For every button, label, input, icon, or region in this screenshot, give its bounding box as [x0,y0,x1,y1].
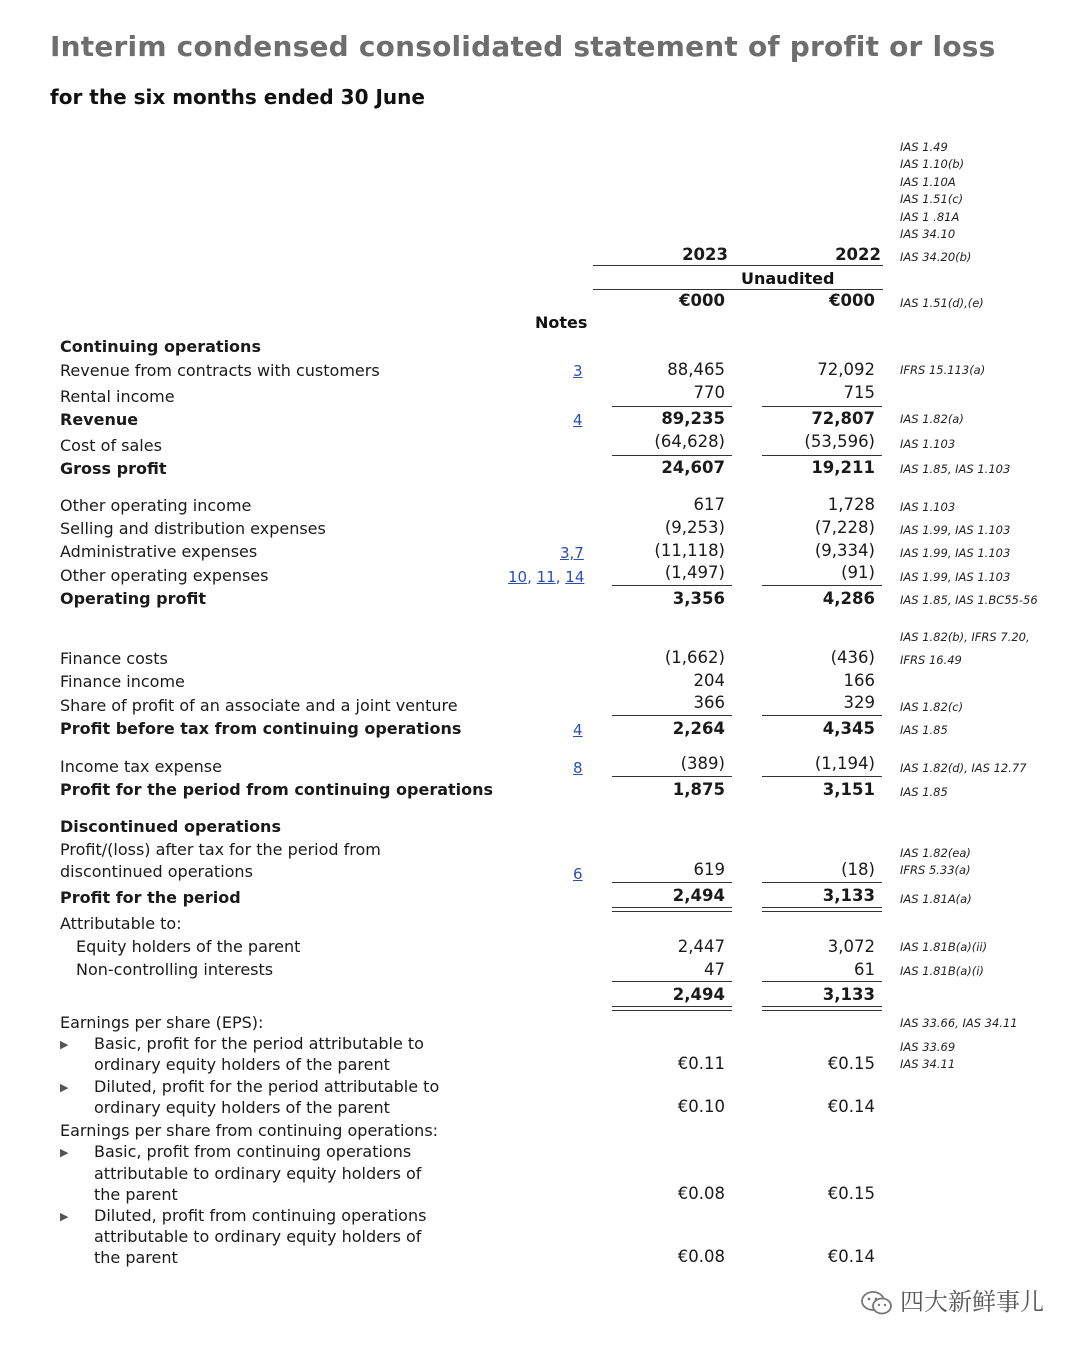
value-2023: 366 [693,693,725,712]
value-2023: 89,235 [661,409,725,428]
row-label: Profit/(loss) after tax for the period from [60,840,381,859]
value-2023: 619 [693,860,725,879]
ias-ref: IAS 1.51(d),(e) [900,296,984,310]
value-2023: (64,628) [654,432,725,451]
value-2022: (53,596) [804,432,875,451]
year-2022-header: 2022 [835,245,881,264]
bullet-arrow-icon: ▶ [60,1146,69,1159]
bullet-arrow-icon: ▶ [60,1210,69,1223]
value-2023: (1,497) [664,563,725,582]
ias-ref: IAS 34.11 [900,1057,956,1071]
row-label: Finance costs [60,649,168,668]
value-2022: 3,151 [822,780,875,799]
row-label: the parent [94,1248,178,1267]
subtotal-rule [762,981,882,982]
row-label: Finance income [60,672,185,691]
watermark-text: 四大新鲜事儿 [900,1288,1044,1316]
year-2023-header: 2023 [682,245,728,264]
row-label: Basic, profit from continuing operations [94,1142,412,1161]
row-label: Income tax expense [60,757,222,776]
value-2023: €0.08 [677,1247,725,1266]
value-2023: 2,264 [672,719,725,738]
value-2023: 24,607 [661,458,725,477]
row-label: Non-controlling interests [76,960,274,979]
subtotal-rule [612,715,732,716]
subtotal-rule [612,981,732,982]
row-label: Attributable to: [60,914,182,933]
header-rule [593,265,883,266]
ias-ref: IFRS 16.49 [900,653,962,667]
note-link[interactable]: 6 [573,865,583,883]
subtotal-rule [762,882,882,883]
row-label: Other operating expenses [60,566,269,585]
row-label: Cost of sales [60,436,162,455]
row-label: ordinary equity holders of the parent [94,1055,390,1074]
ias-ref: IAS 33.69 [900,1040,956,1054]
value-2023: (1,662) [664,648,725,667]
value-2022: 715 [843,383,875,402]
value-2023: €0.08 [677,1184,725,1203]
value-2023: 3,356 [672,589,725,608]
ias-ref: IAS 1.51(c) [900,192,964,206]
row-label: Share of profit of an associate and a joint venture [60,696,458,715]
subtotal-rule [762,715,882,716]
row-label: Equity holders of the parent [76,937,301,956]
watermark [860,1282,1044,1317]
value-2022: 329 [843,693,875,712]
subtotal-rule [762,585,882,586]
value-2022: 72,092 [817,360,875,379]
value-2023: €0.11 [677,1054,725,1073]
ias-ref: IAS 1.103 [900,437,956,451]
ias-ref: IAS 1.99, IAS 1.103 [900,570,1011,584]
bullet-arrow-icon: ▶ [60,1081,69,1094]
wechat-icon [860,1290,894,1316]
ias-ref: IAS 1.85 [900,785,948,799]
ias-ref: IAS 34.20(b) [900,250,972,264]
value-2022: (18) [841,860,875,879]
row-label: Gross profit [60,459,167,478]
value-2023: 204 [693,671,725,690]
value-2022: (91) [841,563,875,582]
row-label: Profit for the period [60,888,241,907]
value-2023: (11,118) [654,541,725,560]
ias-ref: IAS 1.10A [900,175,956,189]
value-2022: 4,345 [822,719,875,738]
row-label: Diluted, profit for the period attributable to [94,1077,440,1096]
value-2023: 2,447 [677,937,725,956]
row-label: the parent [94,1185,178,1204]
value-2023: 2,494 [672,886,725,905]
note-link[interactable]: 3 [573,362,583,380]
value-2022: 72,807 [811,409,875,428]
ias-ref: IFRS 15.113(a) [900,363,986,377]
value-2022: €0.14 [827,1097,875,1116]
row-label: Earnings per share (EPS): [60,1013,264,1032]
section-heading: Discontinued operations [60,817,281,836]
row-label: Profit for the period from continuing operations [60,780,494,799]
value-2022: (7,228) [814,518,875,537]
row-label: attributable to ordinary equity holders of [94,1164,422,1183]
total-double-rule [762,1006,882,1011]
row-label: Operating profit [60,589,206,608]
value-2023: 88,465 [667,360,725,379]
value-2023: (389) [680,754,725,773]
subtotal-rule [762,776,882,777]
row-label: ordinary equity holders of the parent [94,1098,390,1117]
ias-ref: IFRS 5.33(a) [900,863,971,877]
value-2022: (9,334) [814,541,875,560]
value-2023: 47 [704,960,725,979]
subtotal-rule [612,455,732,456]
value-2023: €0.10 [677,1097,725,1116]
unaudited-header: Unaudited [741,269,835,288]
total-double-rule [762,907,882,912]
value-2022: 3,133 [822,985,875,1004]
ias-ref: IAS 1.49 [900,140,948,154]
ias-ref: IAS 1.85, IAS 1.BC55-56 [900,593,1038,607]
row-label: Diluted, profit from continuing operations [94,1206,427,1225]
value-2023: (9,253) [664,518,725,537]
row-label: Basic, profit for the period attributable to [94,1034,424,1053]
value-2022: 61 [854,960,875,979]
value-2022: €0.15 [827,1054,875,1073]
row-label: Administrative expenses [60,542,258,561]
bullet-arrow-icon: ▶ [60,1038,69,1051]
ias-ref: IAS 1.103 [900,500,956,514]
note-link[interactable]: 10 [508,568,528,586]
note-link[interactable]: 4 [573,721,583,739]
row-label: Earnings per share from continuing operations: [60,1121,439,1140]
subtotal-rule [612,406,732,407]
ias-ref: IAS 1.82(d), IAS 12.77 [900,761,1027,775]
ias-ref: IAS 1.82(b), IFRS 7.20, [900,630,1030,644]
ias-ref: IAS 1.99, IAS 1.103 [900,523,1011,537]
value-2022: €0.14 [827,1247,875,1266]
value-2022: €0.15 [827,1184,875,1203]
ias-ref: IAS 1.82(a) [900,412,964,426]
ias-ref: IAS 1.99, IAS 1.103 [900,546,1011,560]
statement-title: Interim condensed consolidated statement of profit or loss [50,30,996,63]
value-2022: 1,728 [827,495,875,514]
row-label: Other operating income [60,496,252,515]
ias-ref: IAS 34.10 [900,227,956,241]
ias-ref: IAS 1.82(ea) [900,846,971,860]
ias-ref: IAS 1.85 [900,723,948,737]
ias-ref: IAS 1.85, IAS 1.103 [900,462,1011,476]
subtotal-rule [762,455,882,456]
ias-ref: IAS 1.81A(a) [900,892,972,906]
section-heading: Continuing operations [60,337,261,356]
row-label: Revenue [60,410,139,429]
value-2023: 770 [693,383,725,402]
value-2023: 617 [693,495,725,514]
ias-ref: IAS 1.82(c) [900,700,964,714]
header-rule [593,289,883,290]
ias-ref: IAS 1.81B(a)(i) [900,964,984,978]
note-link[interactable]: 8 [573,759,583,777]
row-label: discontinued operations [60,862,253,881]
note-link[interactable]: 3,7 [560,544,584,562]
subtotal-rule [762,406,882,407]
value-2022: 166 [843,671,875,690]
total-double-rule [612,907,732,912]
subtotal-rule [612,776,732,777]
value-2023: 2,494 [672,985,725,1004]
value-2022: 3,072 [827,937,875,956]
row-label: Rental income [60,387,175,406]
ias-ref: IAS 1 .81A [900,210,960,224]
value-2022: (436) [830,648,875,667]
total-double-rule [612,1006,732,1011]
row-label: attributable to ordinary equity holders of [94,1227,422,1246]
note-link[interactable]: 14 [565,568,585,586]
subtotal-rule [612,585,732,586]
value-2023: 1,875 [672,780,725,799]
row-label: Profit before tax from continuing operations [60,719,462,738]
unit-2023-header: €000 [679,291,725,310]
value-2022: 4,286 [822,589,875,608]
note-link[interactable]: 11 [536,568,556,586]
note-links: 10, 11, 14 [508,568,585,586]
ias-ref: IAS 1.81B(a)(ii) [900,940,988,954]
value-2022: (1,194) [814,754,875,773]
statement-subtitle: for the six months ended 30 June [50,85,425,109]
subtotal-rule [612,882,732,883]
unit-2022-header: €000 [829,291,875,310]
value-2022: 19,211 [811,458,875,477]
value-2022: 3,133 [822,886,875,905]
row-label: Revenue from contracts with customers [60,361,380,380]
row-label: Selling and distribution expenses [60,519,326,538]
ias-ref: IAS 33.66, IAS 34.11 [900,1016,1018,1030]
notes-header: Notes [535,313,588,332]
note-link[interactable]: 4 [573,411,583,429]
ias-ref: IAS 1.10(b) [900,157,965,171]
